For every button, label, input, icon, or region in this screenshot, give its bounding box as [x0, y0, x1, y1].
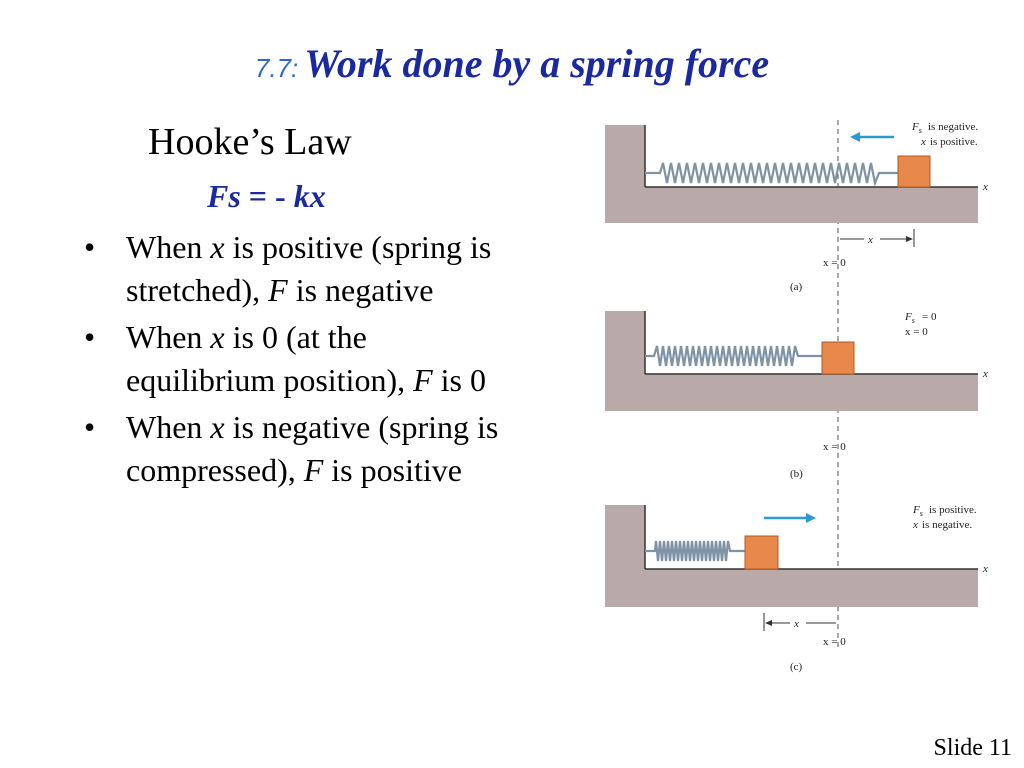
- bullet-var: F: [268, 272, 288, 308]
- spring-diagram: [600, 115, 1010, 685]
- axis-label: x: [983, 181, 988, 193]
- panel-c: [605, 504, 988, 673]
- dim-label: x: [794, 618, 799, 630]
- bullet-list: [84, 226, 524, 496]
- bullet-var: x: [210, 229, 225, 265]
- bullet-dot: •: [84, 319, 96, 355]
- note-1: is positive.: [929, 504, 977, 516]
- bullet-var: x: [210, 319, 225, 355]
- bullet-text: When: [126, 409, 211, 445]
- label-fs: $F_s$: [905, 311, 915, 325]
- bullet-text: When: [126, 229, 211, 265]
- bullet-text: is 0 (at the equilibrium position),: [126, 319, 414, 398]
- zero-label: x = 0: [823, 257, 846, 269]
- title-text: Work done by a spring force: [304, 41, 770, 86]
- bullet-text: is positive (spring is stretched),: [126, 229, 492, 308]
- note-2: is negative.: [922, 519, 973, 531]
- bullet-var: F: [303, 452, 324, 488]
- spring: [645, 346, 822, 366]
- label-x: x: [913, 519, 918, 531]
- caption: (c): [790, 661, 803, 673]
- dim-arrowhead: [906, 236, 913, 242]
- bullet-var: x: [210, 409, 225, 445]
- bullet-var: F: [413, 362, 433, 398]
- label-fs: $F_s$: [913, 504, 923, 518]
- bullet-dot: •: [84, 409, 96, 445]
- bullet-dot: •: [84, 229, 96, 265]
- block: [822, 342, 854, 374]
- note-1: is negative.: [928, 121, 979, 133]
- slide-number: Slide 11: [933, 735, 1012, 761]
- formula-equals: =: [240, 178, 276, 214]
- bullet-text: is negative (spring is compressed),: [126, 409, 499, 488]
- formula-minus: -: [275, 178, 294, 214]
- caption: (a): [790, 281, 803, 293]
- panel-a: [605, 121, 988, 293]
- force-arrowhead: [850, 132, 860, 142]
- zero-label: x = 0: [823, 636, 846, 648]
- section-number: 7.7:: [254, 53, 299, 83]
- bullet-text: is negative: [287, 272, 434, 308]
- label-fs: $F_s$: [912, 121, 922, 135]
- bullet-item: [84, 316, 524, 402]
- bullet-item: [84, 226, 524, 312]
- zero-label: x = 0: [823, 441, 846, 453]
- slide-title: [0, 40, 1024, 87]
- bullet-text: When: [126, 319, 211, 355]
- note-2: is positive.: [930, 136, 978, 148]
- caption: (b): [790, 468, 803, 480]
- bullet-text: is positive: [323, 452, 462, 488]
- spring-figure: [600, 115, 1010, 685]
- bullet-text: is 0: [432, 362, 486, 398]
- dim-label: x: [868, 234, 873, 246]
- spring: [645, 541, 745, 561]
- bullet-item: [84, 406, 524, 492]
- axis-label: x: [983, 563, 988, 575]
- axis-label: x: [983, 368, 988, 380]
- hookes-law-formula: [207, 178, 326, 215]
- formula-lhs: Fs: [207, 178, 241, 214]
- label-x: x: [921, 136, 926, 148]
- force-arrowhead: [806, 513, 816, 523]
- spring: [645, 163, 898, 183]
- note-1: = 0: [922, 311, 937, 323]
- subtitle: Hooke’s Law: [148, 121, 352, 163]
- formula-rhs: kx: [293, 178, 326, 214]
- block: [898, 156, 930, 187]
- note-2: x = 0: [905, 326, 928, 338]
- panel-b: [605, 311, 988, 480]
- block: [745, 536, 778, 569]
